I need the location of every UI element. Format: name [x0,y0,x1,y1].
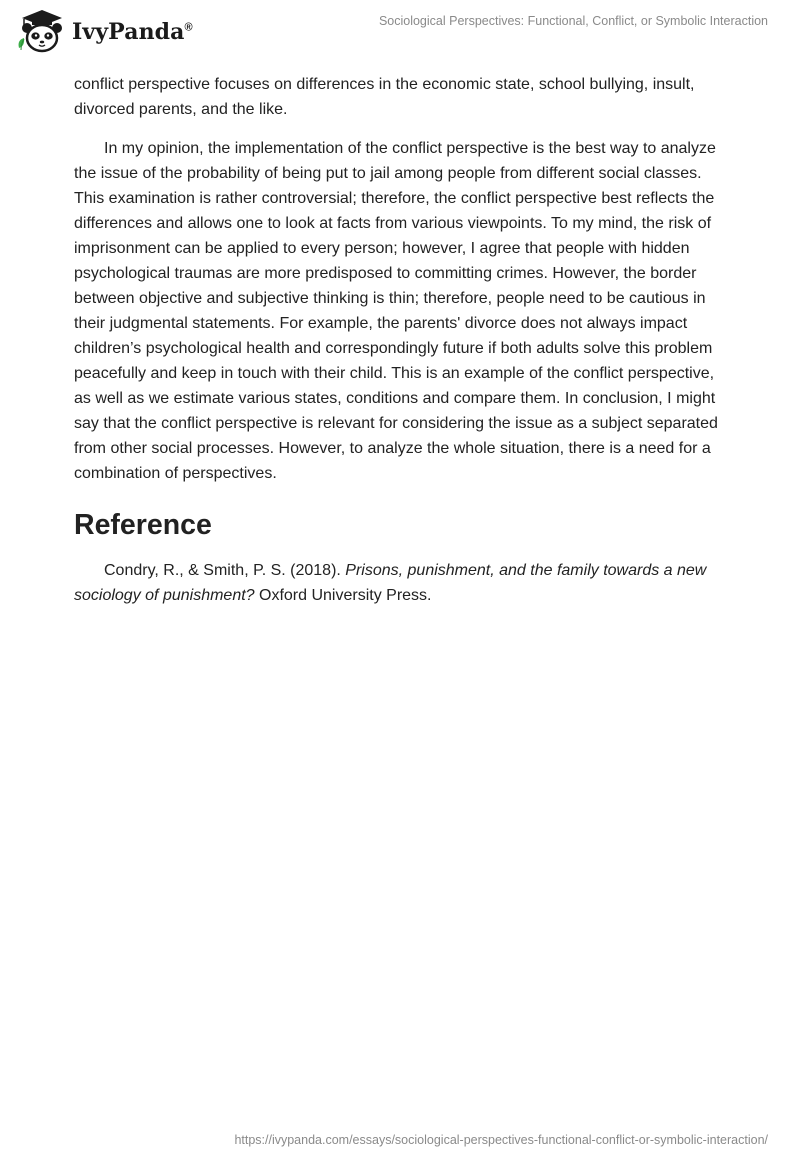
panda-graduate-icon [14,8,66,54]
paragraph-main: In my opinion, the implementation of the conflict perspective is the best way to analyze the issue of the probability of being put to jail among people from different social classes. This examination is rather controversial; therefore, the conflict perspective best reflects the differences and allows one to look at facts from various viewpoints. To my mind, the risk of imprisonment can be applied to every person; however, I agree that people with hidden psychological traumas are more predisposed to committing crimes. However, the border between objective and subjective thinking is thin; therefore, people need to be cautious in their judgmental statements. For example, the parents' divorce does not always impact children’s psychological health and correspondingly future if both adults solve this problem peacefully and keep in touch with their child. This is an example of the conflict perspective, as well as we estimate various states, conditions and compare them. In conclusion, I might say that the conflict perspective is relevant for considering the issue as a subject separated from other social processes. However, to analyze the whole situation, there is a need for a combination of perspectives. [74,140,718,482]
page-header [0,0,800,64]
reference-title: Prisons, punishment, and the family towards a new sociology of punishment? [74,562,707,604]
reference-entry [74,558,726,608]
essay-content [74,72,726,608]
reference-publisher: Oxford University Press. [254,587,432,604]
reference-heading: Reference [74,509,212,541]
reference-authors: Condry, R., & Smith, P. S. (2018). [104,562,346,579]
ivypanda-logo[interactable] [14,8,193,54]
footer-url[interactable]: https://ivypanda.com/essays/sociological-perspectives-functional-conflict-or-symbolic-interaction/ [234,1133,768,1147]
paragraph-continued: conflict perspective focuses on differences in the economic state, school bullying, insult, divorced parents, and the like. [74,76,695,118]
document-title: Sociological Perspectives: Functional, Conflict, or Symbolic Interaction [378,14,768,28]
brand-name: IvyPanda® [72,19,193,45]
registered-mark: ® [184,21,193,34]
